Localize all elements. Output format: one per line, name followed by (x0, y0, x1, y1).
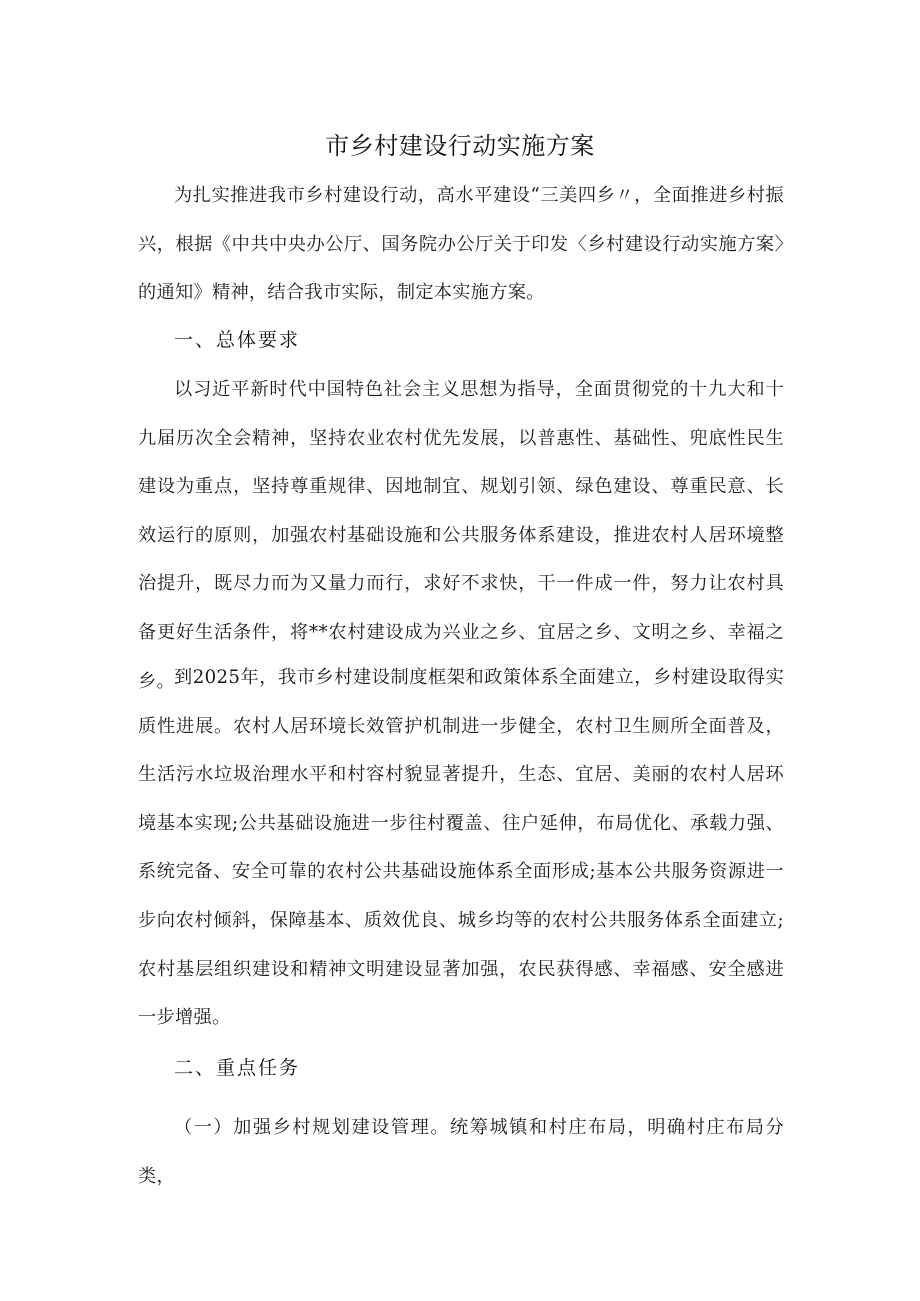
general-requirements-paragraph: 以习近平新时代中国特色社会主义思想为指导，全面贯彻党的十九大和十九届历次全会精神，坚持农业农村优先发展，以普惠性、基础性、兜底性民生建设为重点，坚持尊重规律、因地制宜、规划引领、绿色建设、尊重民意、长效运行的原则，加强农村基础设施和公共服务体系建设，推进农村人居环境整治提升，既尽力而为又量力而行，求好不求快，干一件成一件，努力让农村具备更好生活条件，将**农村建设成为兴业之乡、宜居之乡、文明之乡、幸福之乡。 (138, 379, 784, 692)
document-title: 市乡村建设行动实施方案 (325, 132, 595, 160)
section-heading-key-tasks: 二、重点任务 (174, 1057, 301, 1079)
section-heading-general-requirements: 一、总体要求 (174, 329, 301, 351)
intro-paragraph: 为扎实推进我市乡村建设行动，高水平建设“三美四乡〃，全面推进乡村振兴，根据《中共中央办公厅、国务院办公厅关于印发〈乡村建设行动实施方案〉的通知》精神，结合我市实际，制定本实施方案。 (138, 185, 784, 304)
goals-2025-paragraph: 到2025年，我市乡村建设制度框架和政策体系全面建立，乡村建设取得实质性进展。农村人居环境长效管护机制进一步健全，农村卫生厕所全面普及，生活污水垃圾治理水平和村容村貌显著提升，生态、宜居、美丽的农村人居环境基本实现;公共基础设施进一步往村覆盖、往户延伸，布局优化、承载力强、系统完备、安全可靠的农村公共基础设施体系全面形成;基本公共服务资源进一步向农村倾斜，保障基本、质效优良、城乡均等的农村公共服务体系全面建立;农村基层组织建设和精神文明建设显著加强，农民获得感、幸福感、安全感进一步增强。 (138, 667, 784, 1029)
key-task-1-paragraph: （一）加强乡村规划建设管理。统筹城镇和村庄布局，明确村庄布局分类， (138, 1117, 784, 1187)
